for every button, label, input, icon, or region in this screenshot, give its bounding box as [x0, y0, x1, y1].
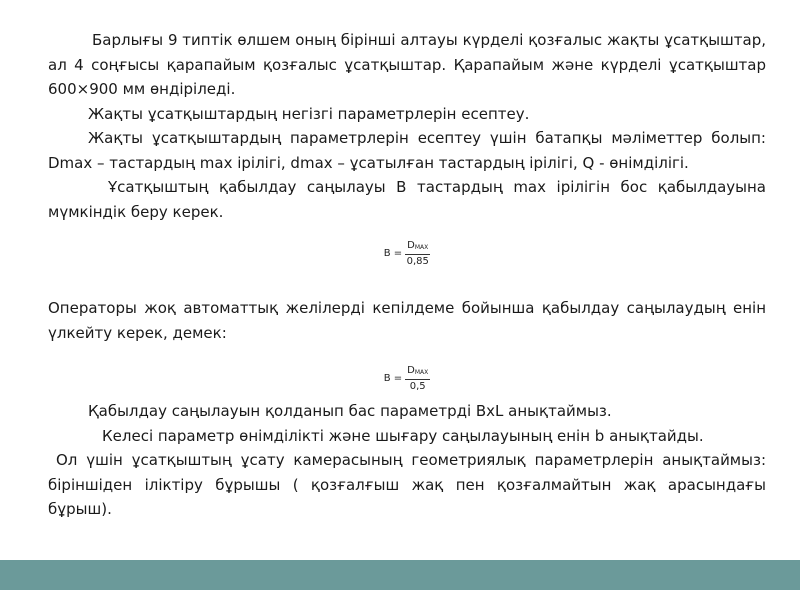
- formula-numerator-main: D: [407, 239, 415, 251]
- paragraph-productivity: Келесі параметр өнімділікті және шығару саңылауының енін b анықтайды.: [102, 426, 704, 445]
- paragraph-automatic-lines: Операторы жоқ автоматтық желілерді кепілдеме бойынша қабылдау саңылаудың енін үлкейту керек, демек:: [48, 299, 766, 342]
- formula-numerator-sub: MAX: [414, 368, 429, 376]
- formula-receiving-gap-05: [48, 359, 766, 397]
- formula-receiving-gap-085: [48, 234, 766, 272]
- paragraph-receiving-gap: Ұсатқыштың қабылдау саңылауы В тастардың max ірілігін бос қабылдауына мүмкіндік беру керек.: [48, 178, 766, 221]
- formula-denominator: 0,85: [406, 255, 429, 267]
- paragraph-geometry: Ол үшін ұсатқыштың ұсату камерасының геометриялық параметрлерін анықтаймыз: біріншіден іліктіру бұрышы ( қозғалғыш жақ пен қозғалмайтын жақ арасындағы бұрыш).: [48, 451, 766, 518]
- formula-fraction: [405, 365, 430, 392]
- formula-numerator: [405, 365, 430, 380]
- formula-numerator-sub: MAX: [414, 243, 429, 251]
- footer-bar: [0, 560, 800, 590]
- formula-lhs: B =: [383, 247, 403, 259]
- formula-denominator: 0,5: [409, 380, 426, 392]
- formula-numerator-main: D: [407, 364, 415, 376]
- paragraph-crusher-types: Барлығы 9 типтік өлшем оның бірінші алтауы күрделі қозғалыс жақты ұсатқыштар, ал 4 соңғысы қарапайым қозғалыс ұсатқыштар. Қарапайым және күрделі ұсатқыштар 600×900 мм өндіріледі.: [48, 31, 766, 98]
- slide-content: [48, 28, 766, 522]
- paragraph-section-heading: Жақты ұсатқыштардың негізгі параметрлерін есептеу.: [88, 104, 530, 123]
- formula-numerator: [405, 240, 430, 255]
- paragraph-input-data: Жақты ұсатқыштардың параметрлерін есептеу үшін батапқы мәліметтер болып: Dmax – тастардың max ірілігі, dmax – ұсатылған тастардың ірілігі, Q - өнімділігі.: [48, 129, 766, 172]
- paragraph-main-parameter: Қабылдау саңылауын қолданып бас параметрді BxL анықтаймыз.: [88, 402, 612, 420]
- formula-lhs: B =: [383, 372, 403, 384]
- formula-fraction: [405, 240, 430, 267]
